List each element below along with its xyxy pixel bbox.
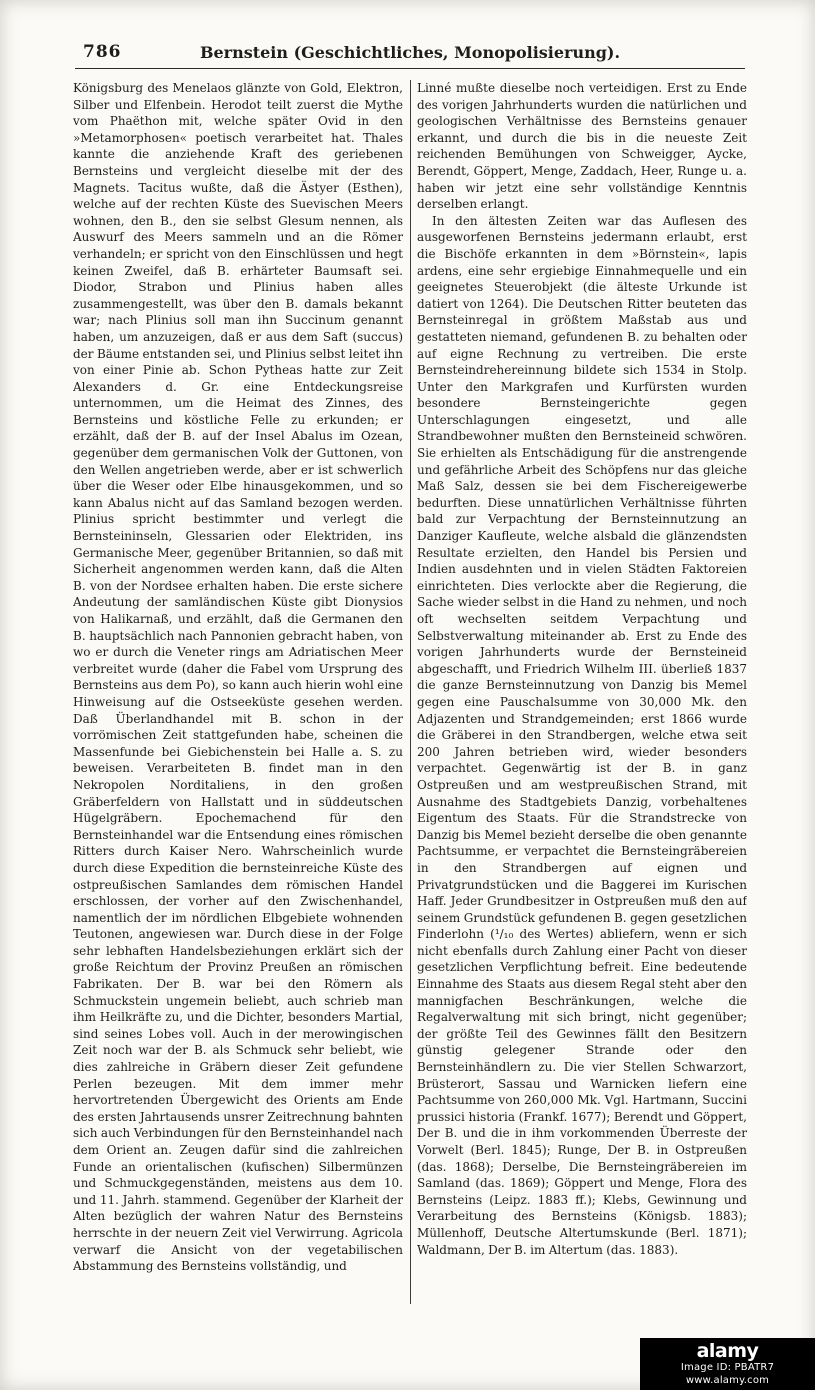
- text-columns: [73, 80, 747, 1304]
- alamy-watermark: [640, 1338, 815, 1390]
- column-divider-rule: [410, 80, 411, 1304]
- watermark-url: www.alamy.com: [685, 1374, 770, 1386]
- watermark-image-id: Image ID: PBATR7: [680, 1361, 775, 1373]
- page-number: 786: [83, 42, 122, 62]
- page-title: Bernstein (Geschichtliches, Monopolisierung).: [199, 43, 621, 62]
- header-rule: [75, 68, 745, 69]
- left-column: [73, 80, 403, 1304]
- right-column-paragraph-1: Linné mußte dieselbe noch verteidigen. Erst zu Ende des vorigen Jahrhunderts wurden die natürlichen und geologischen Verhältnisse des Bernsteins genauer erkannt, und durch die bis in die neueste Zeit reichenden Bemühungen von Schweigger, Aycke, Berendt, Göppert, Menge, Zaddach, Heer, Runge u. a. haben wir jetzt eine sehr vollständige Kenntnis derselben erlangt.: [417, 81, 747, 212]
- alamy-logo: alamy: [696, 1339, 759, 1362]
- left-column-paragraph: Königsburg des Menelaos glänzte von Gold, Elektron, Silber und Elfenbein. Herodot teilt zuerst die Mythe vom Phaëthon mit, welche später Ovid in den »Metamorphosen« poetisch verarbeitet hat. Thales kannte die anziehende Kraft des geriebenen Bernsteins und vergleicht dieselbe mit der des Magnets. Tacitus wußte, daß die Ästyer (Esthen), welche auf der rechten Küste des Suevischen Meers wohnen, den B., den sie selbst Glesum nennen, als Auswurf des Meers sammeln und an die Römer verhandeln; er spricht von den Einschlüssen und hegt keinen Zweifel, daß B. erhärteter Baumsaft sei. Diodor, Strabon und Plinius haben alles zusammengestellt, was über den B. damals bekannt war; nach Plinius soll man ihn Succinum genannt haben, um anzuzeigen, daß er aus dem Saft (succus) der Bäume entstanden sei, und Plinius selbst leitet ihn von einer Pinie ab. Schon Pytheas hatte zur Zeit Alexanders d. Gr. eine Entdeckungsreise unternommen, um die Heimat des Zinnes, des Bernsteins und köstliche Felle zu erkunden; er erzählt, daß der B. auf der Insel Abalus im Ozean, gegenüber dem germanischen Volk der Guttonen, von den Wellen angetrieben werde, aber er ist schwerlich über die Weser oder Elbe hinausgekommen, und so kann Abalus nicht auf das Samland bezogen werden. Plinius spricht bestimmter und verlegt die Bernsteininseln, Glessarien oder Elektriden, ins Germanische Meer, gegenüber Britannien, so daß mit Sicherheit angenommen werden kann, daß die Alten B. von der Nordsee erhalten haben. Die erste sichere Andeutung der samländischen Küste gibt Dionysios von Halikarnaß, und erzählt, daß die Germanen den B. hauptsächlich nach Pannonien gebracht haben, von wo er durch die Veneter rings am Adriatischen Meer verbreitet wurde (daher die Fabel vom Ursprung des Bernsteins aus dem Po), so kann auch hierin wohl eine Hinweisung auf die Ostseeküste gesehen werden. Daß Überlandhandel mit B. schon in der vorrömischen Zeit stattgefunden habe, scheinen die Massenfunde bei Giebichenstein bei Halle a. S. zu beweisen. Verarbeiteten B. findet man in den Nekropolen Norditaliens, in den großen Gräberfeldern von Hallstatt und in süddeutschen Hügelgräbern. Epochemachend für den Bernsteinhandel war die Entsendung eines römischen Ritters durch Kaiser Nero. Wahrscheinlich wurde durch diese Expedition die bernsteinreiche Küste des ostpreußischen Samlandes dem römischen Handel erschlossen, der vorher auf den Zwischenhandel, namentlich der im nördlichen Elbgebiete wohnenden Teutonen, angewiesen war. Durch diese in der Folge sehr lebhaften Handelsbeziehungen erklärt sich der große Reichtum der Provinz Preußen an römischen Fabrikaten. Der B. war bei den Römern als Schmuckstein ungemein beliebt, auch schrieb man ihm Heilkräfte zu, und die Dichter, besonders Martial, sind seines Lobes voll. Auch in der merowingischen Zeit noch war der B. als Schmuck sehr beliebt, wie dies zahlreiche in Gräbern dieser Zeit gefundene Perlen bezeugen. Mit dem immer mehr hervortretenden Übergewicht des Orients am Ende des ersten Jahrtausends unsrer Zeitrechnung bahnten sich auch Verbindungen für den Bernsteinhandel nach dem Orient an. Zeugen dafür sind die zahlreichen Funde an orientalischen (kufischen) Silbermünzen und Schmuckgegenständen, meistens aus dem 10. und 11. Jahrh. stammend. Gegenüber der Klarheit der Alten bezüglich der wahren Natur des Bernsteins herrschte in der neuern Zeit viel Verwirrung. Agricola verwarf die Ansicht von der vegetabilischen Abstammung des Bernsteins vollständig, und: [73, 81, 403, 1274]
- right-column-paragraph-2: In den ältesten Zeiten war das Auflesen des ausgeworfenen Bernsteins jedermann erlaubt, erst die Bischöfe erkannten in dem »Börnstein«, lapis ardens, eine sehr ergiebige Einnahmequelle und ein geeignetes Steuerobjekt (die älteste Urkunde ist datiert von 1264). Die Deutschen Ritter beuteten das Bernsteinregal in größtem Maßstab aus und gestatteten niemand, gefundenen B. zu behalten oder auf eigne Rechnung zu vertreiben. Die erste Bernsteindrehereinnung bildete sich 1534 in Stolp. Unter den Markgrafen und Kurfürsten wurden besondere Bernsteingerichte gegen Unterschlagungen eingesetzt, und alle Strandbewohner mußten den Bernsteineid schwören. Sie erhielten als Entschädigung für die anstrengende und gefährliche Arbeit des Schöpfens nur das gleiche Maß Salz, dessen sie bei dem Fischereigewerbe bedurften. Diese unnatürlichen Verhältnisse führten bald zur Verpachtung der Bernsteinnutzung an Danziger Kaufleute, welche alsbald die glänzendsten Resultate erzielten, den Handel bis Persien und Indien ausdehnten und in vielen Städten Faktoreien einrichteten. Dies verlockte aber die Regierung, die Sache wieder selbst in die Hand zu nehmen, und noch oft wechselten seitdem Verpachtung und Selbstverwaltung miteinander ab. Erst zu Ende des vorigen Jahrhunderts wurde der Bernsteineid abgeschafft, und Friedrich Wilhelm III. überließ 1837 die ganze Bernsteinnutzung von Danzig bis Memel gegen eine Pauschalsumme von 30,000 Mk. den Adjazenten und Strandgemeinden; erst 1866 wurde die Gräberei in den Strandbergen, welche etwa seit 200 Jahren betrieben wird, wieder besonders verpachtet. Gegenwärtig ist der B. in ganz Ostpreußen und am westpreußischen Strand, mit Ausnahme des Stadtgebiets Danzig, vorbehaltenes Eigentum des Staats. Für die Strandstrecke von Danzig bis Memel bezieht derselbe die oben genannte Pachtsumme, er verpachtet die Bernsteingräbereien in den Strandbergen auf eignen und Privatgrundstücken und die Baggerei im Kurischen Haff. Jeder Grundbesitzer in Ostpreußen muß den auf seinem Grundstück gefundenen B. gegen gesetzlichen Finderlohn (¹/₁₀ des Wertes) abliefern, wenn er sich nicht ebenfalls durch Zahlung einer Pacht von dieser gesetzlichen Verpflichtung befreit. Eine bedeutende Einnahme des Staats aus diesem Regal steht aber den mannigfachen Beschränkungen, welche die Regalverwaltung mit sich bringt, nicht gegenüber; der größte Teil des Gewinnes fällt den Besitzern günstig gelegener Strande oder den Bernsteinhändlern zu. Die vier Stellen Schwarzort, Brüsterort, Sassau und Warnicken liefern eine Pachtsumme von 260,000 Mk. Vgl. Hartmann, Succini prussici historia (Frankf. 1677); Berendt und Göppert, Der B. und die in ihm vorkommenden Überreste der Vorwelt (Berl. 1845); Runge, Der B. in Ostpreußen (das. 1868); Derselbe, Die Bernsteingräbereien im Samland (das. 1869); Göppert und Menge, Flora des Bernsteins (Leipz. 1883 ff.); Klebs, Gewinnung und Verarbeitung des Bernsteins (Königsb. 1883); Müllenhoff, Deutsche Altertumskunde (Berl. 1871); Waldmann, Der B. im Altertum (das. 1883).: [417, 213, 747, 1257]
- right-column: [417, 80, 747, 1304]
- page-header: [75, 42, 745, 64]
